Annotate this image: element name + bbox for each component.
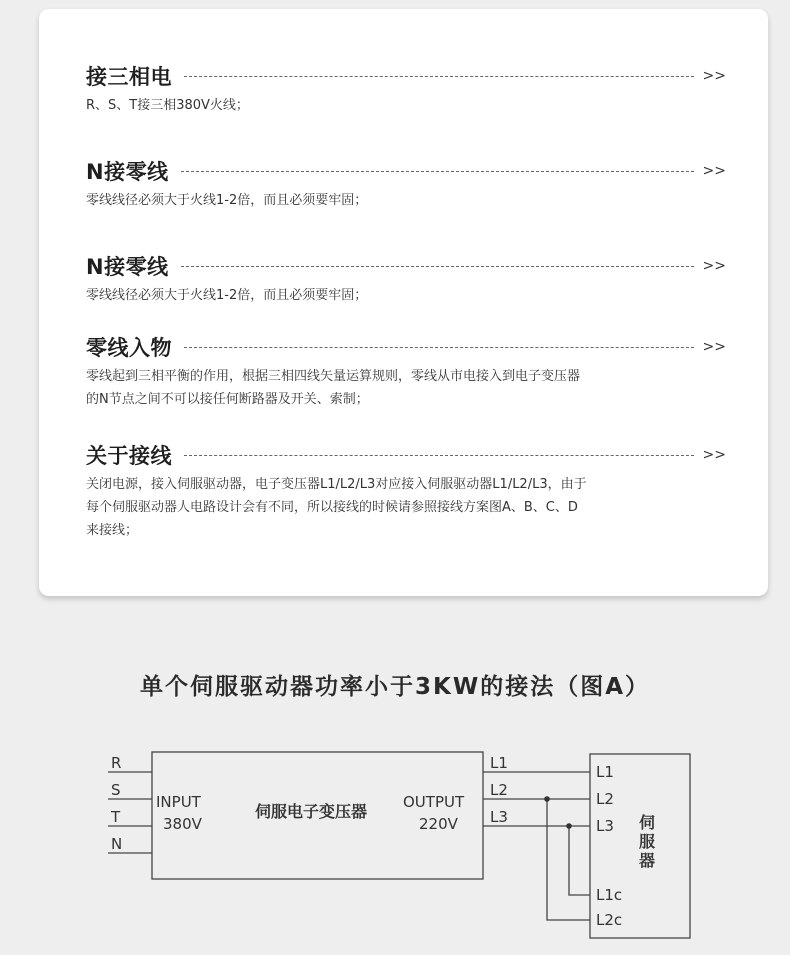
section-three-phase — [86, 61, 726, 117]
transformer-output-label: OUTPUT — [403, 793, 465, 811]
input-label-t: T — [111, 808, 121, 826]
double-arrow-icon: >> — [702, 258, 726, 274]
input-label-r: R — [111, 754, 122, 772]
section-title: N接零线 — [86, 160, 169, 184]
output-label-l3: L3 — [490, 808, 508, 826]
servo-terminal-l1: L1 — [596, 763, 614, 781]
servo-terminal-l2c: L2c — [596, 911, 623, 929]
section-description: 零线起到三相平衡的作用，根据三相四线矢量运算规则，零线从市电接入到电子变压器 的N节点之间不可以接任何断路器及开关、索制； — [86, 369, 581, 407]
double-arrow-icon: >> — [702, 447, 726, 463]
branch-wire-l1c — [569, 826, 590, 895]
servo-terminal-l3: L3 — [596, 817, 614, 835]
transformer-name: 伺服电子变压器 — [254, 802, 368, 821]
info-card — [39, 9, 768, 596]
servo-terminal-l1c: L1c — [596, 886, 623, 904]
wiring-diagram — [0, 740, 790, 950]
section-neutral-entry — [86, 332, 726, 411]
section-description: R、S、T接三相380V火线； — [86, 98, 249, 113]
servo-label-char: 伺 — [638, 813, 656, 832]
transformer-input-label: INPUT — [156, 793, 201, 811]
dashed-divider — [184, 76, 694, 77]
section-neutral-2 — [86, 251, 726, 307]
double-arrow-icon: >> — [702, 68, 726, 84]
junction-dot — [566, 823, 572, 829]
output-label-l2: L2 — [490, 781, 508, 799]
servo-terminal-l2: L2 — [596, 790, 614, 808]
transformer-input-voltage: 380V — [163, 815, 202, 833]
section-description: 零线线径必须大于火线1-2倍，而且必须要牢固； — [86, 193, 368, 208]
junction-dot — [544, 796, 550, 802]
dashed-divider — [184, 347, 694, 348]
section-title: 接三相电 — [86, 65, 172, 89]
output-label-l1: L1 — [490, 754, 508, 772]
transformer-output-voltage: 220V — [419, 815, 458, 833]
section-title: 零线入物 — [86, 336, 172, 360]
dashed-divider — [184, 455, 694, 456]
dashed-divider — [181, 266, 694, 267]
section-description: 零线线径必须大于火线1-2倍，而且必须要牢固； — [86, 288, 368, 303]
section-title: 关于接线 — [86, 444, 172, 468]
section-description: 关闭电源，接入伺服驱动器，电子变压器L1/L2/L3对应接入伺服驱动器L1/L2/L3，由于 每个伺服驱动器人电路设计会有不同，所以接线的时候请参照接线方案图A、B、C、D 来接线； — [86, 477, 587, 538]
double-arrow-icon: >> — [702, 339, 726, 355]
double-arrow-icon: >> — [702, 163, 726, 179]
input-label-s: S — [111, 781, 121, 799]
servo-label-char: 器 — [638, 851, 656, 870]
section-title: N接零线 — [86, 255, 169, 279]
section-wiring — [86, 440, 726, 542]
diagram-title: 单个伺服驱动器功率小于3KW的接法（图A） — [140, 674, 650, 700]
input-label-n: N — [111, 835, 123, 853]
section-neutral-1 — [86, 156, 726, 212]
dashed-divider — [181, 171, 694, 172]
servo-label-char: 服 — [638, 832, 656, 851]
